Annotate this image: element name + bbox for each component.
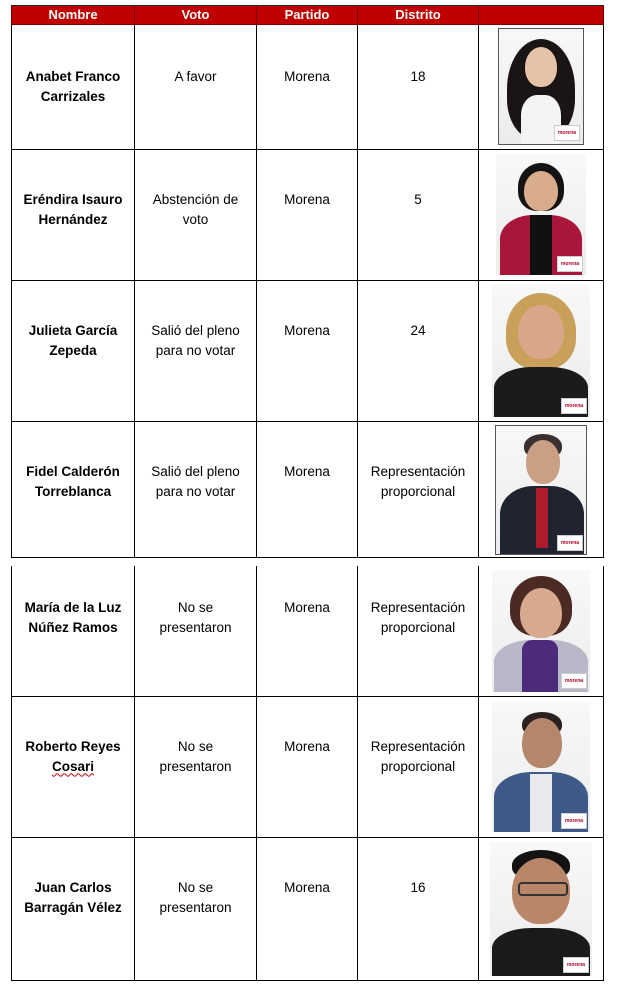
woman-blonde-hair-portrait — [492, 285, 590, 417]
morena-logo: morena — [561, 813, 587, 829]
header-nombre: Nombre — [12, 6, 135, 25]
vote-value: Salió del pleno para no votar — [151, 464, 240, 499]
table-row — [12, 566, 604, 696]
party-value: Morena — [284, 464, 330, 479]
morena-logo: morena — [561, 673, 587, 689]
morena-logo: morena — [557, 535, 583, 551]
district-value: 18 — [410, 69, 426, 84]
member-name-first: Roberto Reyes — [25, 738, 121, 754]
party-value: Morena — [284, 738, 330, 754]
district-value: Representación proporcional — [370, 738, 466, 774]
woman-red-vest-portrait — [496, 155, 586, 275]
member-name: Eréndira Isauro Hernández — [23, 192, 123, 227]
party-value: Morena — [284, 323, 330, 338]
morena-logo: morena — [554, 125, 580, 141]
vote-value: Salió del pleno para no votar — [151, 323, 240, 358]
vote-value: Abstención de voto — [152, 192, 239, 227]
member-name: Juan Carlos Barragán Vélez — [24, 879, 122, 915]
header-partido: Partido — [257, 6, 358, 25]
table-header-row — [12, 6, 604, 25]
party-value: Morena — [284, 879, 330, 895]
table-row — [12, 837, 604, 980]
district-value: 16 — [410, 879, 426, 895]
header-distrito: Distrito — [358, 6, 479, 25]
party-value: Morena — [284, 69, 330, 84]
table-row — [12, 281, 604, 422]
morena-logo: morena — [561, 398, 587, 414]
vote-value: No se presentaron — [159, 600, 232, 635]
man-blue-jacket-portrait — [492, 702, 590, 832]
district-value: Representación proporcional — [370, 600, 466, 635]
man-suit-red-tie-portrait — [495, 425, 587, 555]
votes-table-1 — [11, 5, 604, 558]
man-glasses-smiling-portrait — [490, 842, 592, 976]
member-name-last: Cosari — [51, 758, 95, 774]
header-voto: Voto — [135, 6, 257, 25]
morena-logo: morena — [557, 256, 583, 272]
table-row — [12, 696, 604, 837]
table-row — [12, 422, 604, 558]
header-photo — [479, 6, 604, 25]
vote-value: A favor — [174, 69, 217, 84]
vote-value: No se presentaron — [159, 879, 232, 915]
member-name: Anabet Franco Carrizales — [25, 69, 121, 104]
morena-logo: morena — [563, 957, 589, 973]
member-name: María de la Luz Núñez Ramos — [24, 600, 122, 635]
district-value: 5 — [414, 192, 422, 207]
woman-long-dark-hair-portrait — [498, 28, 584, 145]
member-name — [12, 697, 134, 777]
table-row — [12, 150, 604, 281]
vote-value: No se presentaron — [159, 738, 232, 774]
woman-purple-scarf-portrait — [492, 570, 590, 692]
party-value: Morena — [284, 192, 330, 207]
table-row — [12, 25, 604, 150]
member-name: Fidel Calderón Torreblanca — [26, 464, 120, 499]
member-name: Julieta García Zepeda — [28, 323, 118, 358]
district-value: 24 — [410, 323, 426, 338]
votes-table-2 — [11, 566, 604, 981]
party-value: Morena — [284, 600, 330, 615]
district-value: Representación proporcional — [370, 464, 466, 499]
